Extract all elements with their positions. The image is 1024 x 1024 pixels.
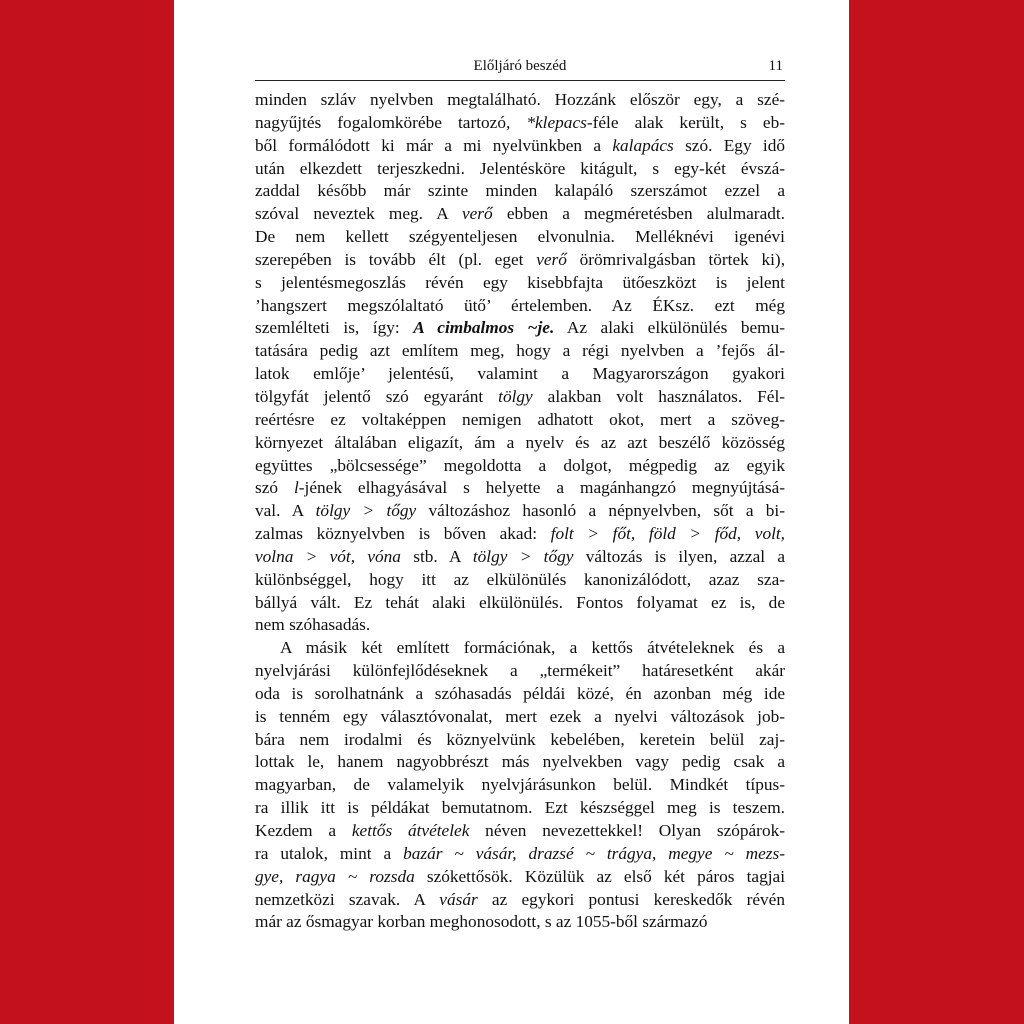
text-line (255, 89, 785, 112)
emphasized-text: volna > vót, vóna (255, 546, 401, 566)
text-run: tölgyfát jelentő szó egyaránt (255, 386, 499, 406)
text-run: ’hangszert megszólaltató ütő’ értelemben. Az ÉKsz. ezt még (255, 295, 785, 315)
text-line (255, 203, 785, 226)
emphasized-text: kalapács (612, 135, 674, 155)
text-run: alakban volt használatos. Fél- (532, 386, 785, 406)
text-run: -féle alak került, s eb- (586, 112, 785, 132)
text-line (255, 660, 785, 683)
emphasized-text: tölgy > tőgy (472, 546, 574, 566)
text-line (255, 614, 785, 637)
text-line (255, 409, 785, 432)
text-run: s jelentésmegoszlás révén egy kisebbfajta ütőeszközt is jelent (255, 272, 785, 292)
text-run: stb. A (400, 546, 473, 566)
emphasized-text: kettős átvételek (351, 821, 470, 840)
emphasized-text: l (293, 478, 299, 498)
text-run: zaddal később már szinte minden kalapáló szerszámot ezzel a (255, 181, 785, 201)
text-run: magyarban, de valamelyik nyelvjárásunkon belül. Mindkét típus- (255, 775, 785, 795)
text-line (255, 706, 785, 729)
text-run: változáshoz hasonló a népnyelvben, sőt a bi- (416, 501, 785, 521)
text-run: bállyá vált. Ez tehát alaki elkülönülés. Fontos folyamat ez is, de (255, 592, 785, 612)
text-run: szerepében is tovább élt (pl. eget (255, 249, 537, 269)
text-line (255, 363, 785, 386)
text-line (255, 226, 785, 249)
emphasized-text: A cimbalmos ~je. (413, 318, 555, 338)
text-run: nagyűjtés fogalomkörébe tartozó, (255, 112, 527, 132)
text-run: is tenném egy választóvonalat, mert ezek a nyelvi változások job- (255, 706, 785, 726)
text-run: után elkezdett terjeszkedni. Jelentésköre kitágult, s egy-két évszá- (255, 158, 785, 178)
text-line (255, 477, 785, 500)
emphasized-text: tölgy > tőgy (315, 501, 417, 521)
text-line (255, 820, 785, 843)
text-run: környezet általában eligazít, ám a nyelv és az azt beszélő közösség (255, 432, 785, 452)
text-run: szóval neveztek meg. A (255, 204, 462, 224)
running-header (255, 58, 785, 81)
text-run: nem szóhasadás. (255, 615, 371, 635)
text-run: az egykori pontusi kereskedők révén (477, 889, 785, 909)
text-run: szemlélteti is, így: (255, 318, 414, 338)
emphasized-text: verő (461, 204, 493, 224)
text-run: bára nem irodalmi és köznyelvünk kebelében, keretein belül zaj- (255, 729, 785, 749)
text-line (255, 843, 785, 866)
emphasized-text: verő (536, 249, 567, 269)
text-run: változás is ilyen, azzal a (573, 546, 786, 566)
text-run: De nem kellett szégyenteljesen elvonulnia. Melléknévi igenévi (255, 227, 785, 247)
text-run: együttes „bölcsessége” megoldotta a dolgot, mégpedig az egyik (255, 455, 785, 475)
text-run: reértésre ez voltaképpen nemigen adhatott okot, mert a szöveg- (255, 409, 785, 429)
text-line (255, 158, 785, 181)
body-text (255, 89, 785, 934)
page-number: 11 (768, 58, 783, 74)
text-line (255, 432, 785, 455)
text-run: Az alaki elkülönülés bemu- (554, 318, 786, 338)
text-run: már az ősmagyar korban meghonosodott, s az 1055-ből származó (255, 912, 708, 932)
text-run: lottak le, hanem nagyobbrészt más nyelvekben vagy pedig csak a (255, 752, 785, 772)
text-line (255, 911, 785, 934)
emphasized-text: bazár ~ vásár, drazsé ~ trágya, megye ~ mezs- (403, 843, 786, 863)
text-line (255, 249, 785, 272)
text-run: szó (255, 478, 294, 498)
text-line (255, 295, 785, 318)
text-run: nyelvjárási különfejlődéseknek a „termékeit” határesetként akár (255, 661, 785, 681)
text-line (255, 797, 785, 820)
text-line (255, 112, 785, 135)
text-run: ből formálódott ki már a mi nyelvünkben a (255, 135, 613, 155)
text-run: zalmas köznyelvben is bőven akad: (255, 524, 551, 544)
text-run: Kezdem a (255, 821, 352, 840)
text-run: -jének elhagyásával s helyette a magánhangzó megnyújtásá- (298, 478, 786, 498)
text-line (255, 637, 785, 660)
text-line (255, 592, 785, 615)
text-run: tatására pedig azt említem meg, hogy a régi nyelvben a ’fejős ál- (255, 341, 785, 361)
text-line (255, 866, 785, 889)
emphasized-text: tölgy (498, 386, 533, 406)
text-line (255, 889, 785, 912)
book-page (174, 0, 849, 1024)
text-run: szókettősök. Közülük az első két páros tagjai (414, 866, 785, 886)
text-line (255, 386, 785, 409)
text-line (255, 500, 785, 523)
emphasized-text: vásár (439, 889, 478, 909)
text-run: ra utalok, mint a (255, 843, 404, 863)
text-line (255, 546, 785, 569)
text-run: oda is sorolhatnánk a szóhasadás példái közé, én azonban még ide (255, 683, 785, 703)
text-line (255, 455, 785, 478)
text-line (255, 180, 785, 203)
text-line (255, 272, 785, 295)
text-run: val. A (255, 501, 316, 521)
text-run: ra illik itt is példákat bemutatnom. Ezt készséggel meg is teszem. (255, 798, 785, 818)
text-line (255, 683, 785, 706)
text-line (255, 317, 785, 340)
text-run: néven nevezettekkel! Olyan szópárok- (469, 821, 785, 840)
text-run: nemzetközi szavak. A (255, 889, 440, 909)
text-run: A másik két említett formációnak, a kettős átvételeknek és a (280, 638, 785, 658)
emphasized-text: *klepacs (526, 112, 587, 132)
text-line (255, 751, 785, 774)
text-run: szó. Egy idő (673, 135, 785, 155)
emphasized-text: gye, ragya ~ rozsda (255, 866, 415, 886)
text-line (255, 774, 785, 797)
text-line (255, 729, 785, 752)
text-line (255, 135, 785, 158)
text-run: latok emlője’ jelentésű, valamint a Magyarországon gyakori (255, 364, 785, 384)
text-line (255, 569, 785, 592)
emphasized-text: folt > főt, föld > főd, volt, (550, 524, 786, 544)
text-run: örömrivalgásban törtek ki), (566, 249, 786, 269)
text-run: különbséggel, hogy itt az elkülönülés kanonizálódott, azaz sza- (255, 569, 785, 589)
chapter-title: Előljáró beszéd (473, 58, 567, 74)
text-run: ebben a megméretésben alulmaradt. (492, 204, 785, 224)
text-run: minden szláv nyelvben megtalálható. Hozzánk először egy, a szé- (255, 90, 785, 109)
text-line (255, 523, 785, 546)
text-line (255, 340, 785, 363)
